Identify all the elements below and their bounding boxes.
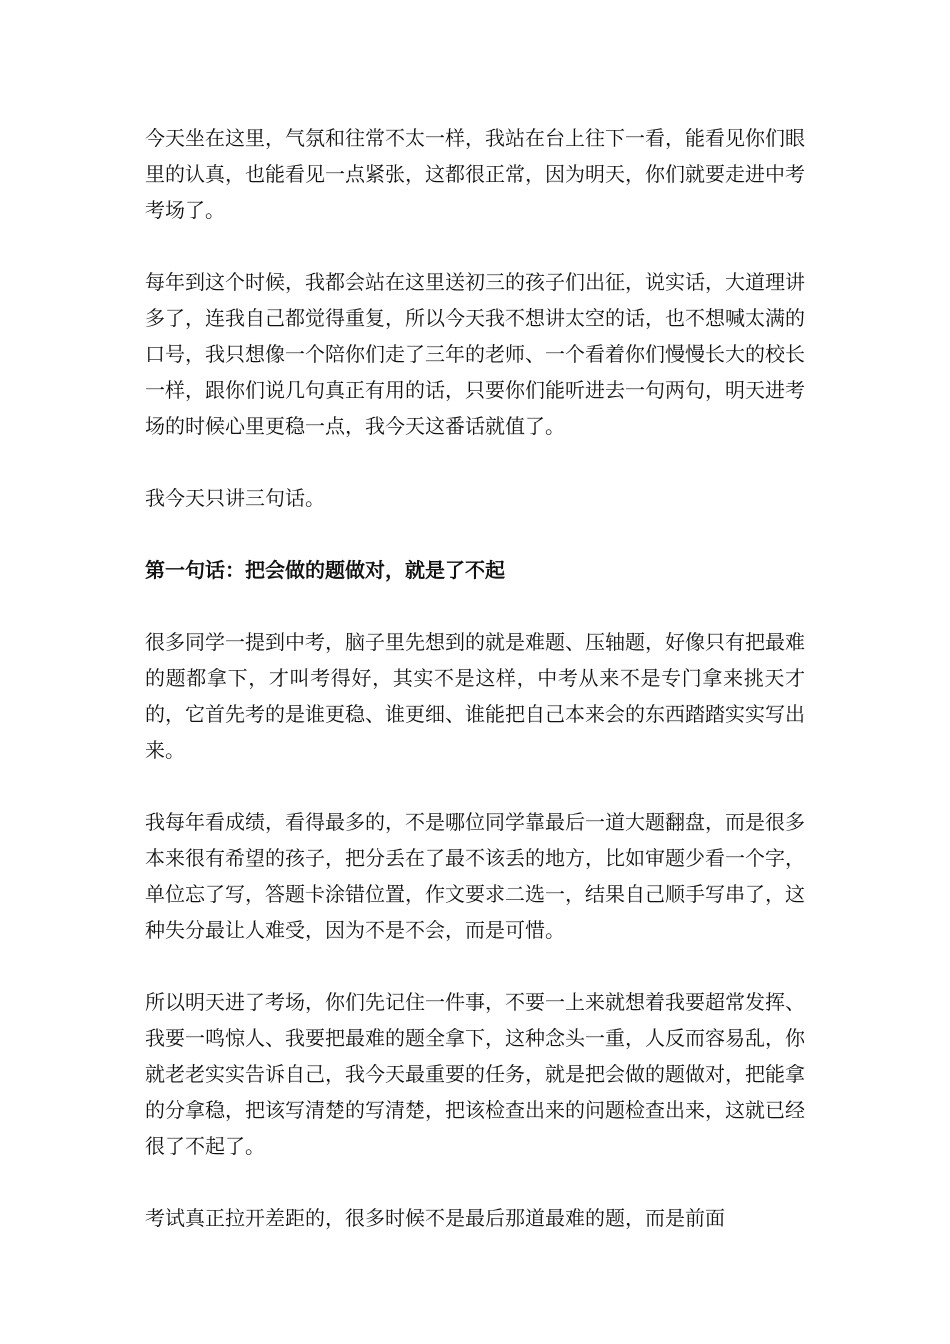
section1-paragraph-3: 所以明天进了考场，你们先记住一件事，不要一上来就想着我要超常发挥、我要一鸣惊人、我要把最难的题全拿下，这种念头一重，人反而容易乱，你就老老实实告诉自己，我今天最重要的任务，就是把会做的题做对，把能拿的分拿稳，把该写清楚的写清楚，把该检查出来的问题检查出来，这就已经很了不起了。 — [145, 990, 805, 1158]
document-page — [145, 120, 805, 1272]
section-heading-1: 第一句话：把会做的题做对，就是了不起 — [145, 558, 505, 582]
section1-paragraph-2: 我每年看成绩，看得最多的，不是哪位同学靠最后一道大题翻盘，而是很多本来很有希望的孩子，把分丢在了最不该丢的地方，比如审题少看一个字，单位忘了写，答题卡涂错位置，作文要求二选一，结果自己顺手写串了，这种失分最让人难受，因为不是不会，而是可惜。 — [145, 810, 805, 942]
intro-paragraph-1: 今天坐在这里，气氛和往常不太一样，我站在台上往下一看，能看见你们眼里的认真，也能看见一点紧张，这都很正常，因为明天，你们就要走进中考考场了。 — [145, 126, 805, 222]
section1-paragraph-4: 考试真正拉开差距的，很多时候不是最后那道最难的题，而是前面 — [145, 1206, 725, 1230]
section1-paragraph-1: 很多同学一提到中考，脑子里先想到的就是难题、压轴题，好像只有把最难的题都拿下，才叫考得好，其实不是这样，中考从来不是专门拿来挑天才的，它首先考的是谁更稳、谁更细、谁能把自己本来会的东西踏踏实实写出来。 — [145, 630, 805, 762]
intro-paragraph-2: 每年到这个时候，我都会站在这里送初三的孩子们出征，说实话，大道理讲多了，连我自己都觉得重复，所以今天我不想讲太空的话，也不想喊太满的口号，我只想像一个陪你们走了三年的老师、一个看着你们慢慢长大的校长一样，跟你们说几句真正有用的话，只要你们能听进去一句两句，明天进考场的时候心里更稳一点，我今天这番话就值了。 — [145, 270, 805, 438]
intro-paragraph-3: 我今天只讲三句话。 — [145, 486, 325, 510]
